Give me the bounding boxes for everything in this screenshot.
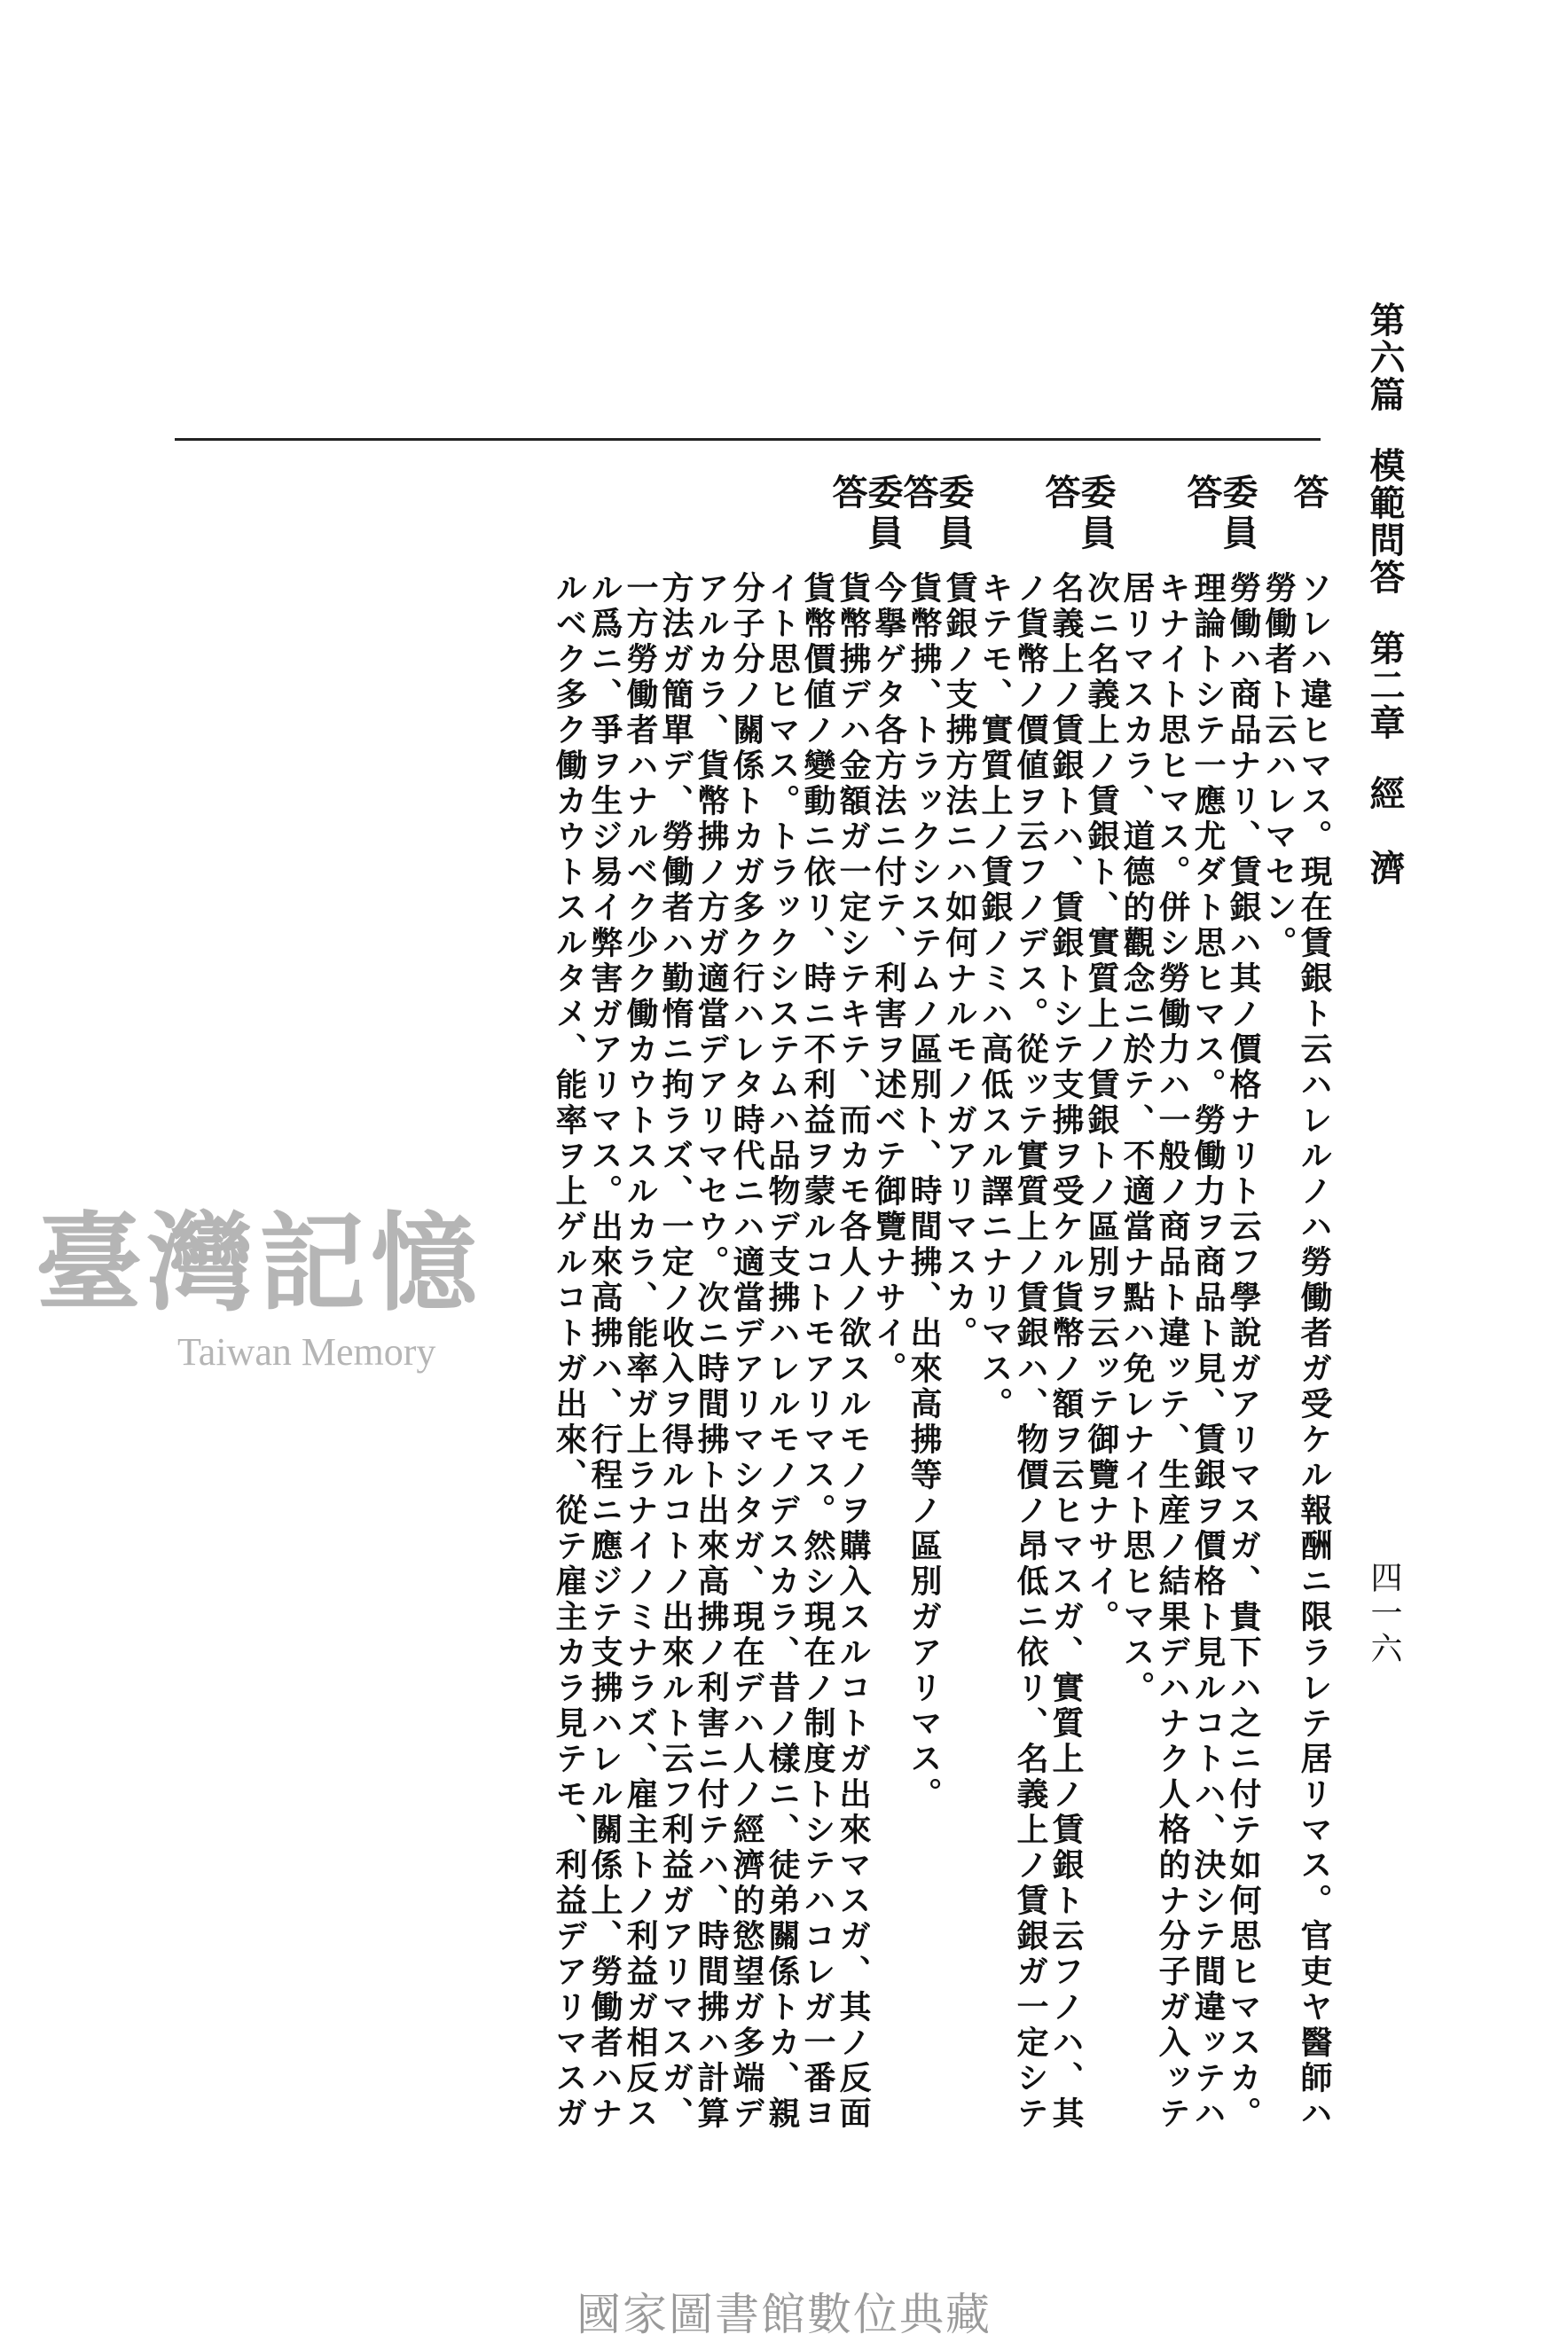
line-text: 貨幣拂、トラックシステムノ區別ト、時間拂、出來高拂等ノ區別ガアリマス。: [906, 571, 943, 1813]
dialogue-body: [545, 461, 1333, 2199]
line-text: キナイト思ヒマス。併シ勞働力ハ一般ノ商品ト違ッテ、生産ノ結果デハナク人格的ナ分子ガ入ッテ: [1154, 571, 1191, 2132]
line-text: キテモ、實質上ノ賃銀ノミハ高低スル譯ニナリマス。: [976, 571, 1014, 1422]
line-text: イト思ヒマス。トラックシステムハ品物デ支拂ハレルモノデスカラ、昔ノ樣ニ、徒弟關係トカ、親: [764, 571, 801, 2132]
answer-line: [545, 461, 588, 2199]
speaker-label: 答: [1288, 474, 1329, 509]
speaker-label: 委員: [1075, 474, 1117, 555]
line-text: 次ニ名義上ノ賃銀ト、實質上ノ賃銀トノ區別ヲ云ッテ御覽ナサイ。: [1083, 571, 1120, 1635]
speaker-label: 委員: [862, 474, 904, 555]
line-text: 貨幣拂デハ金額ガ一定シテキテ、而カモ各人ノ欲スルモノヲ購入スルコトガ出來マスガ、其ノ反面: [835, 571, 872, 2132]
line-text: 今擧ゲタ各方法ニ付テ、利害ヲ述ベテ御覽ナサイ。: [870, 571, 907, 1387]
footer-credit: 國家圖書館數位典藏: [576, 2289, 992, 2340]
line-text: ル爲ニ、爭ヲ生ジ易イ弊害ガアリマス。出來高拂ハ、行程ニ應ジテ支拂ハレル關係上、勞働者ハナ: [586, 571, 623, 2132]
line-text: アルカラ、貨幣拂ノ方ガ適當デアリマセウ。次ニ時間拂ト出來高拂ノ利害ニ付テハ、時間拂ハ計算: [693, 571, 730, 2132]
section-title: 模範問答: [1364, 446, 1406, 596]
watermark-english: Taiwan Memory: [177, 1330, 436, 1374]
line-text: 勞働ハ商品ナリ、賃銀ハ其ノ價格ナリト云フ學說ガアリマスガ、貴下ハ之ニ付テ如何思ヒマスカ。: [1225, 571, 1262, 2132]
line-text: 理論トシテ一應尤ダト思ヒマス。勞働力ヲ商品ト見、賃銀ヲ價格ト見ルコトハ、決シテ間違ッテハ: [1189, 571, 1227, 2132]
header-rule: [175, 438, 1321, 441]
line-text: ルベク多ク働カウトスルタメ、能率ヲ上ゲルコトガ出來、從テ雇主カラ見テモ、利益デアリマスガ: [551, 571, 588, 2132]
page-number: 四一六: [1366, 1561, 1402, 1667]
chapter-title: 第二章: [1364, 629, 1406, 741]
line-text: 勞働者ト云ハレマセン。: [1260, 571, 1298, 961]
speaker-label: 委員: [933, 474, 975, 555]
speaker-label: 委員: [1217, 474, 1258, 555]
watermark-logo: [35, 1201, 514, 1383]
line-text: 貨幣價値ノ變動ニ依リ、時ニ不利益ヲ蒙ルコトモアリマス。然シ現在ノ制度トシテハコレガ一番ヨ: [799, 571, 836, 2132]
running-header: [1357, 302, 1410, 906]
speaker-label: 答: [1039, 474, 1081, 509]
line-text: 名義上ノ賃銀トハ、賃銀トシテ支拂ヲ受ケル貨幣ノ額ヲ云ヒマスガ、實質上ノ賃銀ト云フノハ、其: [1047, 571, 1085, 2132]
line-text: ノ貨幣ノ價値ヲ云フノデス。從ッテ實質上ノ賃銀ハ、物價ノ昂低ニ依リ、名義上ノ賃銀ガ一定シテ: [1012, 571, 1049, 2132]
line-text: 分子分ノ關係トカガ多ク行ハレタ時代ニハ適當デアリマシタガ、現在デハ人ノ經濟的慾望ガ多端デ: [728, 571, 765, 2132]
line-text: ソレハ違ヒマス。現在賃銀ト云ハレルノハ勞働者ガ受ケル報酬ニ限ラレテ居リマス。官吏ヤ醫師ハ: [1296, 571, 1333, 2132]
line-text: 一方勞働者ハナルベク少ク働カウトスルカラ、能率ガ上ラナイノミナラズ、雇主トノ利益ガ相反ス: [622, 571, 659, 2132]
speaker-label: 答: [1181, 474, 1223, 509]
speaker-label: 答: [898, 474, 939, 509]
speaker-label: 答: [827, 474, 868, 509]
watermark-chinese: 臺灣記憶: [35, 1201, 482, 1326]
line-text: 賃銀ノ支拂方法ニハ如何ナルモノガアリマスカ。: [941, 571, 978, 1351]
part-title: 第六篇: [1364, 302, 1406, 413]
line-text: 方法ガ簡單デ、勞働者ハ勤惰ニ拘ラズ、一定ノ收入ヲ得ルコトノ出來ルト云フ利益ガアリマスガ、: [657, 571, 694, 2132]
topic-title: 經 濟: [1364, 774, 1406, 887]
line-text: 居リマスカラ、道德的觀念ニ於テ、不適當ナ點ハ免レナイト思ヒマス。: [1118, 571, 1156, 1706]
